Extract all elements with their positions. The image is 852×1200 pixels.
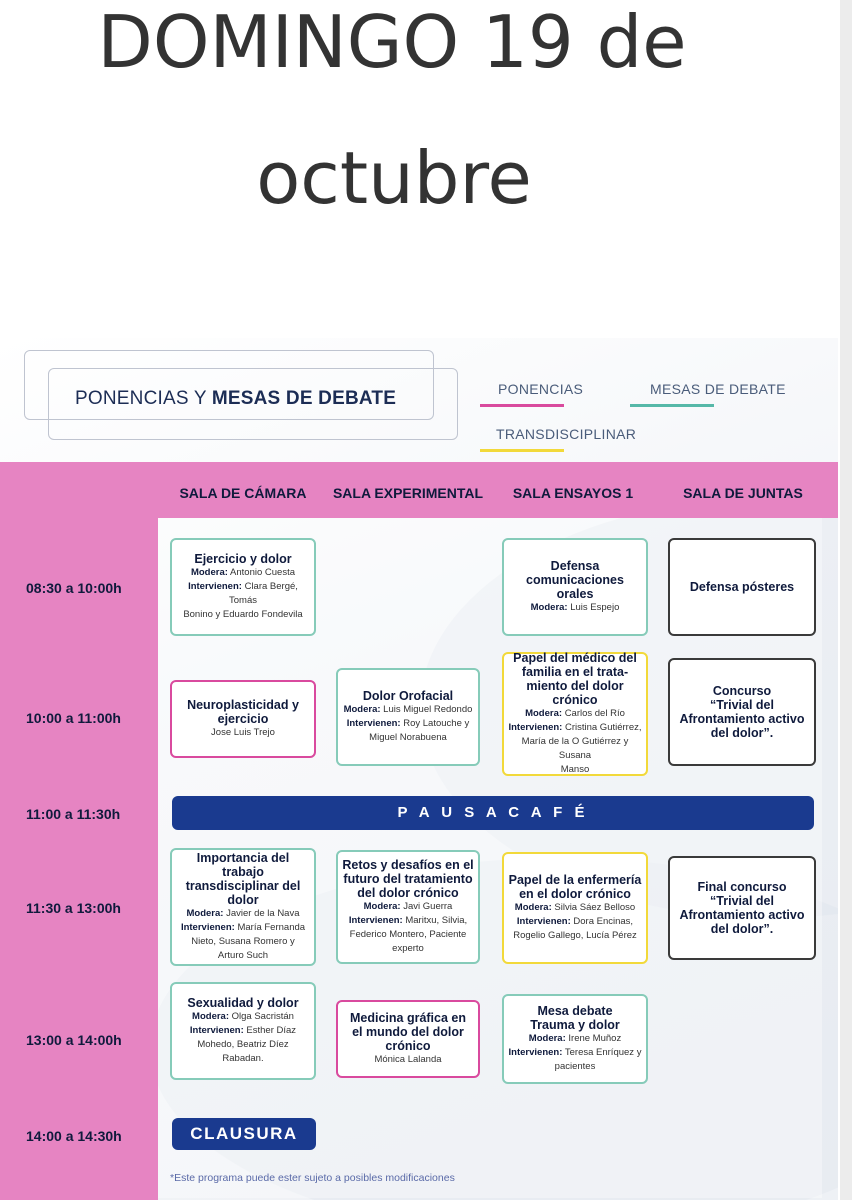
speakers-names: Esther Díaz: [246, 1025, 297, 1036]
page-title-line-1: DOMINGO 19 de: [97, 0, 687, 84]
speakers-names: Clara Bergé, Tomás: [229, 581, 298, 606]
legend-transdisciplinar: TRANSDISCIPLINAR: [496, 426, 637, 442]
time-slot: 10:00 a 11:00h: [26, 710, 121, 726]
session-title: Dolor Orofacial: [362, 689, 454, 703]
session-card-dolor-orofacial: [336, 668, 480, 766]
session-card-mesa-trauma: [502, 994, 648, 1084]
column-header-sala-camara: SALA DE CÁMARA: [179, 485, 307, 501]
session-title: Neuroplasticidad y: [187, 698, 299, 712]
section-title: [75, 388, 396, 410]
session-speakers: [342, 914, 474, 928]
session-speakers-cont: María de la O Gutiérrez y Susana: [521, 736, 629, 761]
session-speakers-cont: Rogelio Gallego, Lucía Pérez: [513, 930, 637, 941]
legend-line-ponencias: [480, 404, 564, 407]
speakers-names: Maritxu, Silvia,: [405, 915, 468, 926]
session-title: familia en el trata-: [521, 665, 629, 679]
session-speakers-cont: experto: [392, 943, 424, 954]
page-title-line-2: octubre: [256, 136, 532, 220]
speakers-names: Roy Latouche y: [403, 718, 470, 729]
session-title: Ejercicio y dolor: [194, 552, 292, 566]
session-card-neuroplasticidad: [170, 680, 316, 758]
session-speakers: [508, 721, 642, 735]
session-title: el mundo del dolor: [352, 1025, 464, 1039]
speakers-label: Intervienen:: [346, 718, 401, 729]
moderator-label: Modera:: [343, 704, 381, 715]
session-title: Papel de la enfermería: [508, 873, 642, 887]
moderator-label: Modera:: [525, 708, 563, 719]
session-title: Afrontamiento activo: [679, 908, 805, 922]
session-title: Medicina gráfica en: [349, 1011, 466, 1025]
legend-ponencias: PONENCIAS: [498, 381, 584, 397]
session-moderator: [342, 900, 474, 914]
session-title: del dolor crónico: [357, 886, 459, 900]
column-header-sala-ensayos: SALA ENSAYOS 1: [512, 485, 634, 501]
moderator-name: Javier de la Nava: [226, 908, 300, 919]
session-speakers-cont: Manso: [560, 764, 590, 775]
session-moderator: [176, 907, 310, 921]
program-poster: [0, 338, 838, 1200]
session-title: Mesa debate: [537, 1004, 613, 1018]
footnote: *Este programa puede ester sujeto a posibles modificaciones: [170, 1172, 455, 1184]
session-speakers-cont: Miguel Norabuena: [369, 732, 447, 743]
moderator-label: Modera:: [190, 567, 228, 578]
session-moderator: [342, 703, 474, 717]
session-title: Afrontamiento activo: [679, 712, 805, 726]
legend-mesas: MESAS DE DEBATE: [650, 381, 786, 397]
session-title: Trauma y dolor: [530, 1018, 620, 1032]
moderator-label: Modera:: [192, 1011, 229, 1022]
session-title: transdisciplinar del: [185, 879, 301, 893]
session-title: Sexualidad y dolor: [187, 996, 299, 1010]
session-title: Defensa: [550, 559, 600, 573]
time-slot: 13:00 a 14:00h: [26, 1032, 122, 1048]
pausa-cafe-banner: P A U S A C A F É: [172, 796, 814, 830]
session-title: orales: [556, 587, 594, 601]
right-edge-strip: [840, 0, 852, 1200]
session-title: del dolor”.: [710, 726, 774, 740]
session-title: “Trivial del: [710, 894, 774, 908]
moderator-name: Silvia Sáez Belloso: [554, 902, 636, 913]
moderator-name: Olga Sacristán: [231, 1011, 294, 1022]
session-card-concurso: [668, 658, 816, 766]
moderator-name: Luis Espejo: [570, 602, 620, 613]
session-title: dolor: [227, 893, 259, 907]
moderator-label: Modera:: [530, 602, 568, 613]
session-speakers: [342, 717, 474, 731]
moderator-label: Modera:: [528, 1033, 566, 1044]
section-title-bold: MESAS DE DEBATE: [211, 388, 397, 409]
speakers-names: Dora Encinas,: [573, 916, 634, 927]
session-title: ejercicio: [217, 712, 269, 726]
moderator-name: Luis Miguel Redondo: [383, 704, 473, 715]
session-card-defensa-comunicaciones: [502, 538, 648, 636]
session-card-ejercicio: [170, 538, 316, 636]
speakers-label: Intervienen:: [516, 916, 571, 927]
legend-line-mesas: [630, 404, 714, 407]
session-title: Final concurso: [697, 880, 787, 894]
session-title: del dolor”.: [710, 922, 774, 936]
session-speakers-cont: Arturo Such: [217, 950, 269, 961]
session-title: futuro del tratamiento: [343, 872, 473, 886]
session-speakers: [508, 1046, 642, 1060]
speakers-names: María Fernanda: [237, 922, 306, 933]
session-speakers-cont: Mohedo, Beatriz Díez Rabadan.: [197, 1039, 289, 1064]
session-moderator: [508, 901, 642, 915]
speakers-label: Intervienen:: [508, 1047, 563, 1058]
moderator-label: Modera:: [514, 902, 552, 913]
session-title: Defensa pósteres: [689, 580, 795, 594]
session-moderator: [176, 1010, 310, 1024]
session-card-papel-medico: [502, 652, 648, 776]
speakers-names: Teresa Enríquez y: [564, 1047, 642, 1058]
moderator-name: Antonio Cuesta: [230, 567, 296, 578]
session-title: miento del dolor: [526, 679, 624, 693]
session-speaker: Mónica Lalanda: [374, 1054, 442, 1065]
moderator-label: Modera:: [363, 901, 401, 912]
session-speakers-cont: Nieto, Susana Romero y: [191, 936, 295, 947]
session-title: comunicaciones: [526, 573, 624, 587]
session-speakers: [176, 921, 310, 935]
session-speakers-cont: Federico Montero, Paciente: [349, 929, 467, 940]
session-moderator: [508, 1032, 642, 1046]
session-title: en el dolor crónico: [519, 887, 631, 901]
moderator-name: Carlos del Río: [564, 708, 625, 719]
session-title: Retos y desafíos en el: [342, 858, 474, 872]
column-header-sala-experimental: SALA EXPERIMENTAL: [332, 485, 484, 501]
session-title: Papel del médico del: [513, 651, 637, 665]
column-header-sala-juntas: SALA DE JUNTAS: [683, 485, 803, 501]
session-title: crónico: [552, 693, 598, 707]
speakers-label: Intervienen:: [348, 915, 403, 926]
session-title: Importancia del trabajo: [196, 851, 290, 879]
time-slot: 14:00 a 14:30h: [26, 1128, 122, 1144]
session-speakers-cont: pacientes: [554, 1061, 596, 1072]
speakers-label: Intervienen:: [508, 722, 563, 733]
session-card-sexualidad: [170, 982, 316, 1080]
session-title: Concurso: [712, 684, 772, 698]
speakers-label: Intervienen:: [189, 1025, 244, 1036]
session-title: crónico: [385, 1039, 431, 1053]
session-speakers: [508, 915, 642, 929]
session-speakers: [176, 580, 310, 608]
session-card-retos: [336, 850, 480, 964]
session-speakers: [176, 1024, 310, 1038]
session-title: “Trivial del: [710, 698, 774, 712]
session-moderator: [508, 601, 642, 615]
session-moderator: [508, 707, 642, 721]
session-card-defensa-posteres: [668, 538, 816, 636]
session-moderator: [176, 566, 310, 580]
clausura-banner: CLAUSURA: [172, 1118, 316, 1150]
time-column-band: [0, 518, 158, 1200]
time-slot: 11:00 a 11:30h: [26, 806, 121, 822]
speakers-label: Intervienen:: [188, 581, 242, 592]
time-slot: 11:30 a 13:00h: [26, 900, 121, 916]
time-slot: 08:30 a 10:00h: [26, 580, 122, 596]
session-card-final-concurso: [668, 856, 816, 960]
speakers-label: Intervienen:: [180, 922, 235, 933]
speakers-names: Cristina Gutiérrez,: [564, 722, 642, 733]
session-card-importancia: [170, 848, 316, 966]
session-speakers-cont: Bonino y Eduardo Fondevila: [183, 609, 303, 620]
section-title-regular: PONENCIAS Y: [75, 388, 212, 409]
moderator-label: Modera:: [186, 908, 224, 919]
moderator-name: Javi Guerra: [403, 901, 453, 912]
session-card-enfermeria: [502, 852, 648, 964]
session-speaker: Jose Luis Trejo: [211, 727, 275, 738]
legend-line-transdisciplinar: [480, 449, 564, 452]
session-card-medicina-grafica: [336, 1000, 480, 1078]
moderator-name: Irene Muñoz: [568, 1033, 622, 1044]
